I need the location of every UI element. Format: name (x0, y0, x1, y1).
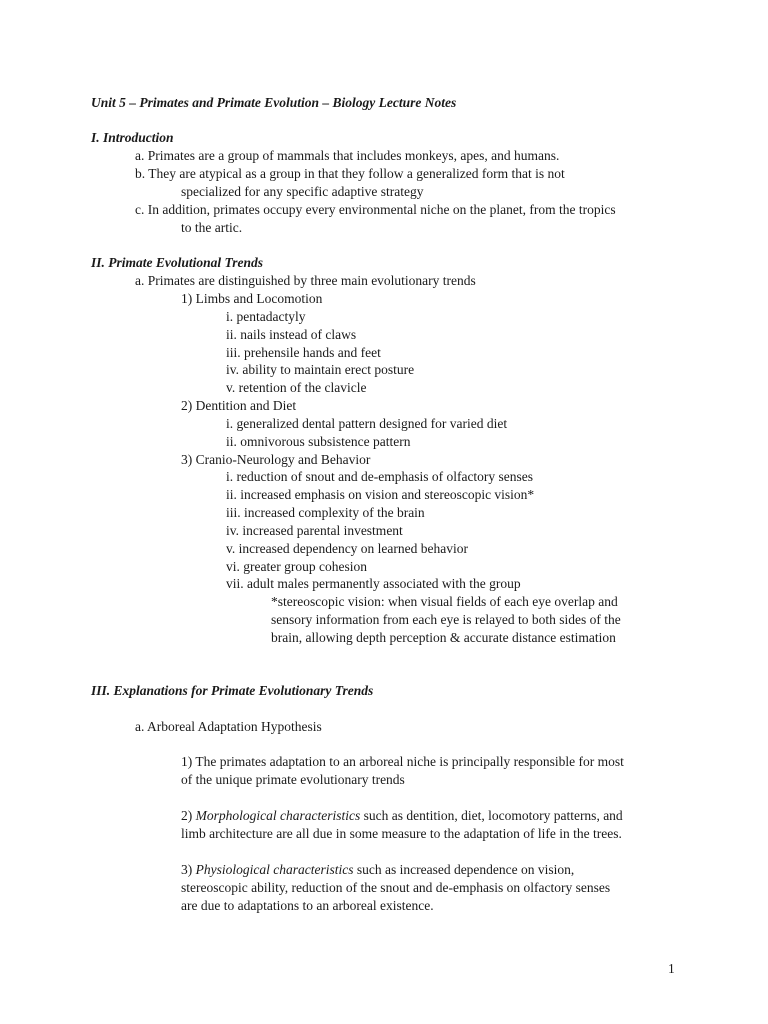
list-item: iii. increased complexity of the brain (226, 505, 425, 520)
trend-cranio-neurology: 3) Cranio-Neurology and Behavior (181, 452, 371, 467)
intro-point-a: a. Primates are a group of mammals that includes monkeys, apes, and humans. (135, 148, 560, 163)
list-item: i. pentadactyly (226, 309, 306, 324)
list-item: iv. ability to maintain erect posture (226, 362, 415, 377)
footnote-stereoscopic-cont: brain, allowing depth perception & accurate distance estimation (271, 630, 616, 645)
list-item: vi. greater group cohesion (226, 559, 367, 574)
hypothesis-heading: a. Arboreal Adaptation Hypothesis (135, 719, 322, 734)
list-item: ii. omnivorous subsistence pattern (226, 434, 411, 449)
paragraph-3-cont: stereoscopic ability, reduction of the snout and de-emphasis on olfactory senses (181, 880, 611, 895)
section-heading-explanations: III. Explanations for Primate Evolutionary Trends (91, 683, 374, 698)
paragraph-2-cont: limb architecture are all due in some measure to the adaptation of life in the trees. (181, 826, 622, 841)
list-item: v. increased dependency on learned behavior (226, 541, 469, 556)
page-number: 1 (668, 961, 675, 976)
trend-limbs-locomotion: 1) Limbs and Locomotion (181, 291, 323, 306)
paragraph-1: 1) The primates adaptation to an arboreal niche is principally responsible for most (181, 754, 624, 769)
paragraph-3-number: 3) (181, 862, 196, 877)
term-physiological: Physiological characteristics (195, 862, 354, 877)
list-item: iii. prehensile hands and feet (226, 345, 381, 360)
paragraph-1-cont: of the unique primate evolutionary trends (181, 772, 405, 787)
paragraph-3-text: such as increased dependence on vision, (353, 862, 575, 877)
intro-point-b: b. They are atypical as a group in that they follow a generalized form that is not (135, 166, 565, 181)
paragraph-2-text: such as dentition, diet, locomotory patterns, and (360, 808, 623, 823)
section-heading-introduction: I. Introduction (91, 130, 174, 145)
footnote-stereoscopic-cont: sensory information from each eye is relayed to both sides of the (271, 612, 621, 627)
intro-point-c-cont: to the artic. (181, 220, 243, 235)
term-morphological: Morphological characteristics (195, 808, 361, 823)
page-title: Unit 5 – Primates and Primate Evolution – Biology Lecture Notes (91, 95, 457, 110)
trend-dentition-diet: 2) Dentition and Diet (181, 398, 297, 413)
list-item: ii. nails instead of claws (226, 327, 357, 342)
paragraph-3 (181, 861, 574, 879)
list-item: vii. adult males permanently associated with the group (226, 576, 521, 591)
list-item: ii. increased emphasis on vision and stereoscopic vision* (226, 487, 535, 502)
section-heading-trends: II. Primate Evolutional Trends (91, 255, 264, 270)
paragraph-2 (181, 807, 623, 825)
intro-point-b-cont: specialized for any specific adaptive strategy (181, 184, 424, 199)
paragraph-3-cont: are due to adaptations to an arboreal existence. (181, 898, 434, 913)
intro-point-c: c. In addition, primates occupy every environmental niche on the planet, from the tropics (135, 202, 616, 217)
list-item: iv. increased parental investment (226, 523, 403, 538)
paragraph-2-number: 2) (181, 808, 196, 823)
list-item: i. generalized dental pattern designed for varied diet (226, 416, 508, 431)
list-item: i. reduction of snout and de-emphasis of olfactory senses (226, 469, 534, 484)
trends-point-a: a. Primates are distinguished by three main evolutionary trends (135, 273, 476, 288)
list-item: v. retention of the clavicle (226, 380, 367, 395)
footnote-stereoscopic: *stereoscopic vision: when visual fields of each eye overlap and (271, 594, 618, 609)
